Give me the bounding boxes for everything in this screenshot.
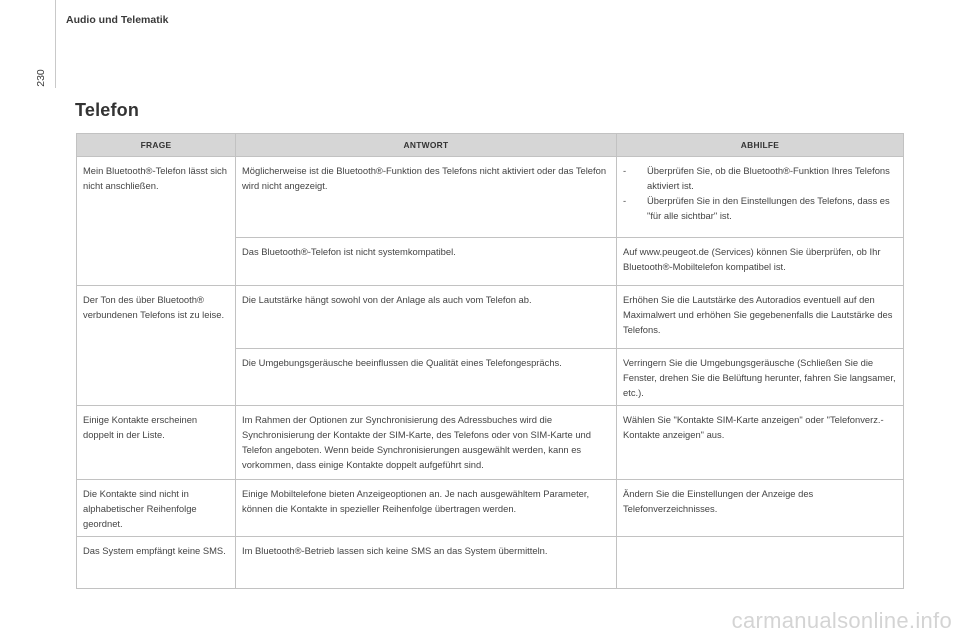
column-header-question: FRAGE: [77, 134, 236, 157]
question-cell: Die Kontakte sind nicht in alphabetischer Reihenfolge geordnet.: [77, 480, 236, 537]
remedy-cell: Verringern Sie die Umgebungsgeräusche (Schließen Sie die Fenster, drehen Sie die Belüftung herunter, fahren Sie langsamer, etc.).: [617, 349, 904, 406]
question-cell: Das System empfängt keine SMS.: [77, 537, 236, 589]
column-header-answer: ANTWORT: [236, 134, 617, 157]
remedy-cell: [617, 157, 904, 238]
watermark: carmanualsonline.info: [731, 608, 952, 633]
question-cell: Der Ton des über Bluetooth® verbundenen Telefons ist zu leise.: [77, 286, 236, 406]
remedy-item-text: Überprüfen Sie, ob die Bluetooth®-Funktion Ihres Telefons aktiviert ist.: [647, 165, 890, 191]
remedy-cell: [617, 537, 904, 589]
table-row: [77, 537, 904, 589]
remedy-list-item: [623, 193, 897, 223]
troubleshooting-table: [76, 133, 904, 589]
page-title: Telefon: [75, 100, 140, 120]
remedy-cell: Wählen Sie "Kontakte SIM-Karte anzeigen" oder "Telefonverz.-Kontakte anzeigen" aus.: [617, 406, 904, 480]
remedy-list-item: [623, 163, 897, 193]
answer-cell: Die Umgebungsgeräusche beeinflussen die Qualität eines Telefongesprächs.: [236, 349, 617, 406]
list-dash: -: [623, 165, 627, 176]
page-number: 230: [35, 69, 47, 87]
remedy-list: [623, 163, 897, 223]
section-header: Audio und Telematik: [66, 14, 169, 26]
answer-cell: Einige Mobiltelefone bieten Anzeigeoptionen an. Je nach ausgewähltem Parameter, können die Kontakte in spezieller Reihenfolge übertragen werden.: [236, 480, 617, 537]
margin-rule: [55, 0, 56, 88]
question-cell: Mein Bluetooth®-Telefon lässt sich nicht anschließen.: [77, 157, 236, 286]
table-header-row: [77, 134, 904, 157]
answer-cell: Das Bluetooth®-Telefon ist nicht systemkompatibel.: [236, 238, 617, 286]
list-dash: -: [623, 195, 627, 206]
table-row: [77, 286, 904, 349]
column-header-remedy: ABHILFE: [617, 134, 904, 157]
answer-cell: Die Lautstärke hängt sowohl von der Anlage als auch vom Telefon ab.: [236, 286, 617, 349]
table-row: [77, 480, 904, 537]
table-row: [77, 157, 904, 238]
remedy-cell: Erhöhen Sie die Lautstärke des Autoradios eventuell auf den Maximalwert und erhöhen Sie gegebenenfalls die Lautstärke des Telefons.: [617, 286, 904, 349]
answer-cell: Im Bluetooth®-Betrieb lassen sich keine SMS an das System übermitteln.: [236, 537, 617, 589]
question-cell: Einige Kontakte erscheinen doppelt in der Liste.: [77, 406, 236, 480]
remedy-item-text: Überprüfen Sie in den Einstellungen des Telefons, dass es "für alle sichtbar" ist.: [647, 195, 890, 221]
answer-cell: Möglicherweise ist die Bluetooth®-Funktion des Telefons nicht aktiviert oder das Telefon wird nicht angezeigt.: [236, 157, 617, 238]
table-row: [77, 406, 904, 480]
answer-cell: Im Rahmen der Optionen zur Synchronisierung des Adressbuches wird die Synchronisierung der Kontakte der SIM-Karte, des Telefons oder von SIM-Karte und Telefon angeboten. Wenn beide Synchronisierungen ausgewählt werden, kann es vorkommen, dass einige Kontakte doppelt aufgeführt sind.: [236, 406, 617, 480]
remedy-cell: Auf www.peugeot.de (Services) können Sie überprüfen, ob Ihr Bluetooth®-Mobiltelefon kompatibel ist.: [617, 238, 904, 286]
remedy-cell: Ändern Sie die Einstellungen der Anzeige des Telefonverzeichnisses.: [617, 480, 904, 537]
